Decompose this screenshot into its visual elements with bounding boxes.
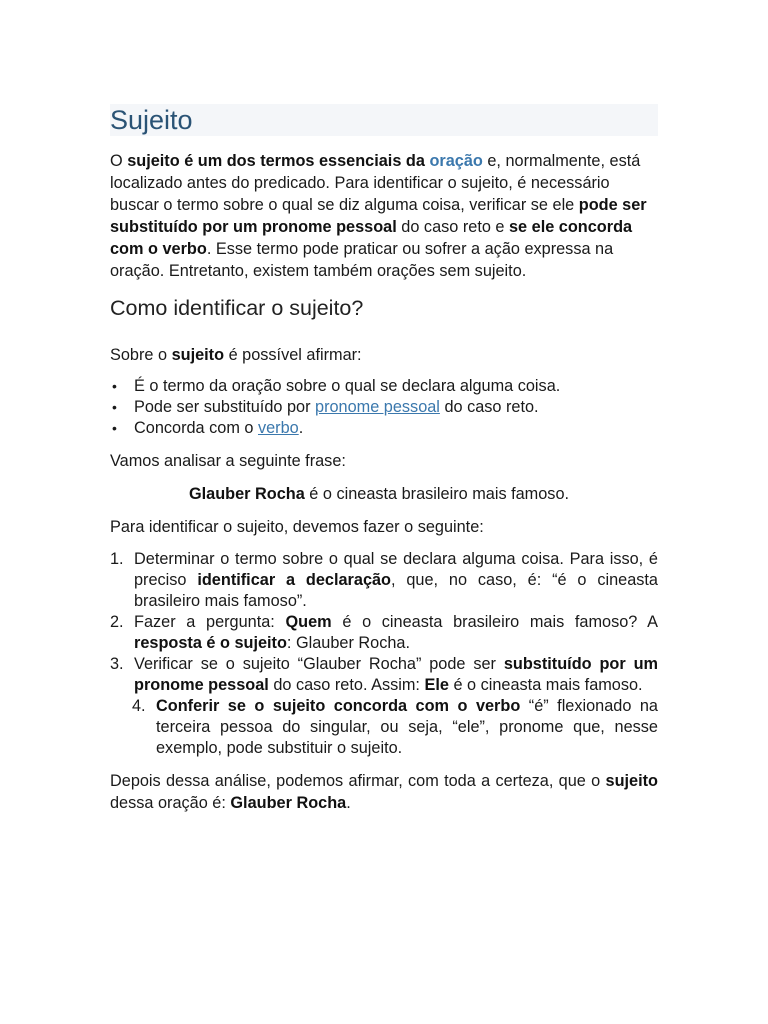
article-content [110, 104, 658, 814]
page-title: Sujeito [110, 105, 193, 135]
step-number: 4. [132, 697, 146, 715]
conclusion-bold: sujeito [605, 772, 658, 790]
step-text: do caso reto. Assim: [268, 676, 425, 694]
bullet-list [110, 376, 658, 439]
step-text: é o cineasta mais famoso. [448, 676, 643, 694]
conclusion-paragraph [110, 770, 658, 814]
step-bold: identificar a declaração [197, 571, 391, 589]
intro-text: do caso reto e [396, 218, 509, 236]
list-item [110, 654, 658, 696]
intro-bold: pode ser substituído por um pronome pessoal [110, 196, 647, 236]
step-text: Verificar se o sujeito “Glauber Rocha” pode ser [134, 655, 504, 673]
sobre-text: é possível afirmar: [224, 346, 362, 364]
sobre-bold: sujeito [171, 346, 225, 364]
step-text: Fazer a pergunta: [134, 613, 286, 631]
conclusion-text: . [346, 794, 351, 812]
step-bold: resposta é o sujeito [134, 634, 287, 652]
list-item [110, 418, 658, 439]
step-number: 2. [110, 613, 124, 631]
step-text: Determinar o termo sobre o qual se declara alguma coisa. Para isso, é preciso [134, 550, 658, 589]
bullet-text: Pode ser substituído por [134, 398, 316, 416]
step-bold: substituído por um pronome pessoal [134, 655, 658, 694]
title-bar [110, 104, 658, 136]
sobre-paragraph [110, 344, 658, 366]
steps-list [110, 549, 658, 759]
step-text: , que, no caso, é: “é o cineasta brasileiro mais famoso”. [134, 571, 658, 610]
vamos-paragraph: Vamos analisar a seguinte frase: [110, 452, 346, 470]
bullet-text: . [298, 419, 304, 437]
conclusion-bold: Glauber Rocha [230, 794, 347, 812]
step-text: “é” flexionado na terceira pessoa do singular, ou seja, “ele”, pronome que, nesse exemplo, pode substituir o sujeito. [156, 697, 658, 757]
bullet-icon: • [112, 420, 117, 436]
bullet-text: do caso reto. [439, 398, 539, 416]
steps-intro: Para identificar o sujeito, devemos fazer o seguinte: [110, 518, 484, 536]
conclusion-text: Depois dessa análise, podemos afirmar, com toda a certeza, que o [110, 772, 606, 790]
bullet-text: É o termo da oração sobre o qual se declara alguma coisa. [134, 377, 561, 395]
intro-text: e, normalmente, está localizado antes do predicado. Para identificar o sujeito, é necessário buscar o termo sobre o qual se diz alguma coisa, verificar se ele [110, 152, 641, 214]
bullet-icon: • [112, 399, 117, 415]
example-subject: Glauber Rocha [188, 485, 305, 503]
conclusion-text: dessa oração é: [110, 794, 231, 812]
pronome-pessoal-link[interactable]: pronome pessoal [315, 398, 440, 416]
example-predicate: é o cineasta brasileiro mais famoso. [304, 485, 570, 503]
intro-bold: se ele concorda com o verbo [110, 218, 633, 258]
step-number: 3. [110, 655, 124, 673]
step-bold: Quem [285, 613, 332, 631]
example-sentence [110, 483, 658, 505]
list-item [110, 549, 658, 612]
list-item [110, 397, 658, 418]
intro-text: . Esse termo pode praticar ou sofrer a ação expressa na oração. Entretanto, existem também orações sem sujeito. [110, 240, 614, 280]
step-bold: Conferir se o sujeito concorda com o verbo [156, 697, 521, 715]
list-item [110, 696, 658, 759]
bullet-text: Concorda com o [134, 419, 258, 437]
list-item [110, 612, 658, 654]
step-number: 1. [110, 550, 124, 568]
step-text: é o cineasta brasileiro mais famoso? A [331, 613, 658, 631]
oracao-link[interactable]: oração [429, 152, 483, 170]
intro-paragraph [110, 150, 658, 282]
intro-text: O [110, 152, 128, 170]
sobre-text: Sobre o [110, 346, 172, 364]
section-heading: Como identificar o sujeito? [110, 296, 364, 320]
list-item [110, 376, 658, 397]
intro-bold: sujeito é um dos termos essenciais da [127, 152, 425, 170]
step-bold: Ele [424, 676, 449, 694]
bullet-icon: • [112, 378, 117, 394]
verbo-link[interactable]: verbo [257, 419, 299, 437]
step-text: : Glauber Rocha. [286, 634, 411, 652]
